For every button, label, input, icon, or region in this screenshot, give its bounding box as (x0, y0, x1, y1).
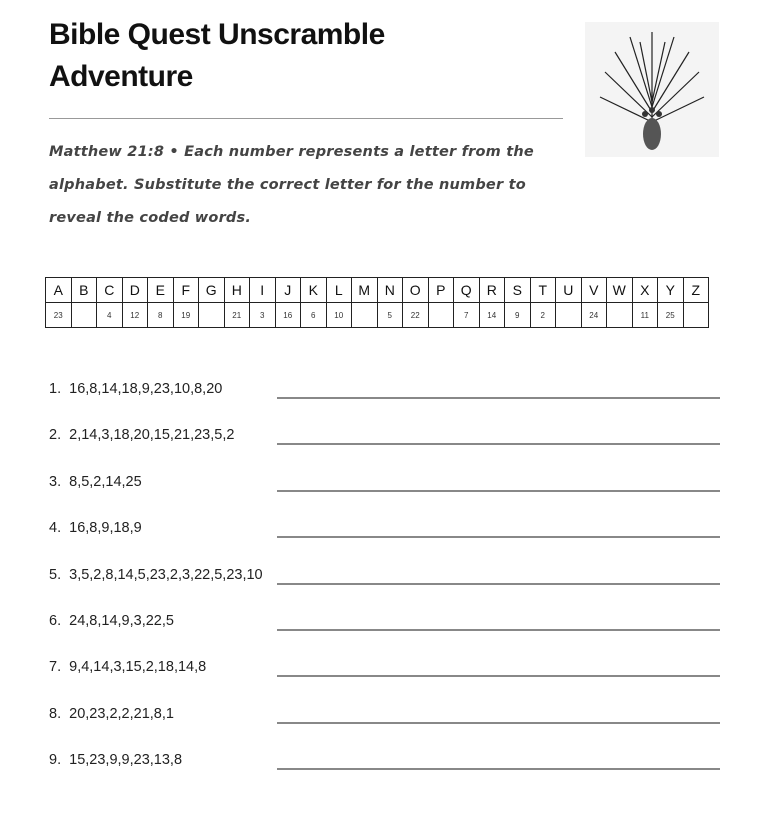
key-number (71, 303, 97, 328)
answer-line[interactable] (277, 722, 720, 724)
key-number (683, 303, 709, 328)
question-code: 15,23,9,9,23,13,8 (69, 752, 183, 769)
answer-line[interactable] (277, 490, 720, 492)
key-number: 2 (530, 303, 556, 328)
key-letter: A (46, 278, 72, 303)
key-letter: T (530, 278, 556, 303)
title-divider (49, 118, 563, 119)
key-letter: Z (683, 278, 709, 303)
key-number: 8 (148, 303, 174, 328)
question-item (49, 706, 174, 722)
key-letter: V (581, 278, 607, 303)
worksheet-title: Bible Quest Unscramble Adventure (49, 18, 385, 93)
key-number: 7 (454, 303, 480, 328)
key-number (199, 303, 225, 328)
question-number: 4. (49, 520, 62, 537)
question-number: 7. (49, 659, 62, 676)
key-number: 6 (301, 303, 327, 328)
question-item (49, 474, 142, 490)
key-number: 4 (97, 303, 123, 328)
key-letter: H (224, 278, 250, 303)
question-item (49, 427, 234, 443)
question-item (49, 567, 263, 583)
question-item (49, 752, 182, 768)
key-letter: E (148, 278, 174, 303)
question-number: 8. (49, 705, 62, 722)
question-number: 3. (49, 473, 62, 490)
key-letter: X (632, 278, 658, 303)
key-number (352, 303, 378, 328)
key-letter: Y (658, 278, 684, 303)
key-number (428, 303, 454, 328)
key-letter: C (97, 278, 123, 303)
question-number: 1. (49, 381, 62, 397)
key-letter: F (173, 278, 199, 303)
key-number: 11 (632, 303, 658, 328)
key-number: 21 (224, 303, 250, 328)
question-code: 20,23,2,2,21,8,1 (69, 705, 174, 722)
key-number: 3 (250, 303, 276, 328)
palm-branch-illustration (585, 22, 719, 157)
key-letter: O (403, 278, 429, 303)
question-number: 6. (49, 613, 62, 629)
key-number: 9 (505, 303, 531, 328)
question-code: 8,5,2,14,25 (69, 473, 142, 490)
key-number (607, 303, 633, 328)
key-number: 16 (275, 303, 301, 328)
key-letter: S (505, 278, 531, 303)
key-number: 25 (658, 303, 684, 328)
question-code: 16,8,14,18,9,23,10,8,20 (69, 381, 223, 397)
question-number: 2. (49, 427, 62, 444)
answer-line[interactable] (277, 675, 720, 677)
key-letter: L (326, 278, 352, 303)
key-number: 12 (122, 303, 148, 328)
key-number: 19 (173, 303, 199, 328)
key-letter: J (275, 278, 301, 303)
key-number: 14 (479, 303, 505, 328)
question-number: 5. (49, 566, 62, 583)
key-letter: D (122, 278, 148, 303)
key-number: 22 (403, 303, 429, 328)
cipher-key-table (45, 277, 709, 328)
key-number: 5 (377, 303, 403, 328)
question-code: 2,14,3,18,20,15,21,23,5,2 (69, 427, 235, 444)
key-letter: W (607, 278, 633, 303)
question-item (49, 659, 206, 675)
answer-line[interactable] (277, 397, 720, 399)
question-number: 9. (49, 752, 62, 769)
question-code: 24,8,14,9,3,22,5 (69, 613, 174, 629)
key-letter: R (479, 278, 505, 303)
key-number: 23 (46, 303, 72, 328)
key-letter: N (377, 278, 403, 303)
answer-line[interactable] (277, 629, 720, 631)
key-letter: G (199, 278, 225, 303)
question-code: 9,4,14,3,15,2,18,14,8 (69, 659, 207, 676)
key-number: 24 (581, 303, 607, 328)
answer-line[interactable] (277, 443, 720, 445)
instructions: Matthew 21:8 • Each number represents a letter from the alphabet. Substitute the correct letter for the number to reveal the coded words. (49, 144, 534, 226)
key-letter: B (71, 278, 97, 303)
question-code: 3,5,2,8,14,5,23,2,3,22,5,23,10 (69, 566, 263, 583)
key-letter: I (250, 278, 276, 303)
key-letter: P (428, 278, 454, 303)
answer-line[interactable] (277, 583, 720, 585)
question-item (49, 520, 142, 536)
key-number: 10 (326, 303, 352, 328)
key-letter: K (301, 278, 327, 303)
answer-line[interactable] (277, 536, 720, 538)
question-code: 16,8,9,18,9 (69, 520, 142, 537)
key-letter: Q (454, 278, 480, 303)
question-item (49, 613, 174, 629)
key-letter: M (352, 278, 378, 303)
key-letter: U (556, 278, 582, 303)
key-number (556, 303, 582, 328)
answer-line[interactable] (277, 768, 720, 770)
question-item (49, 381, 222, 397)
